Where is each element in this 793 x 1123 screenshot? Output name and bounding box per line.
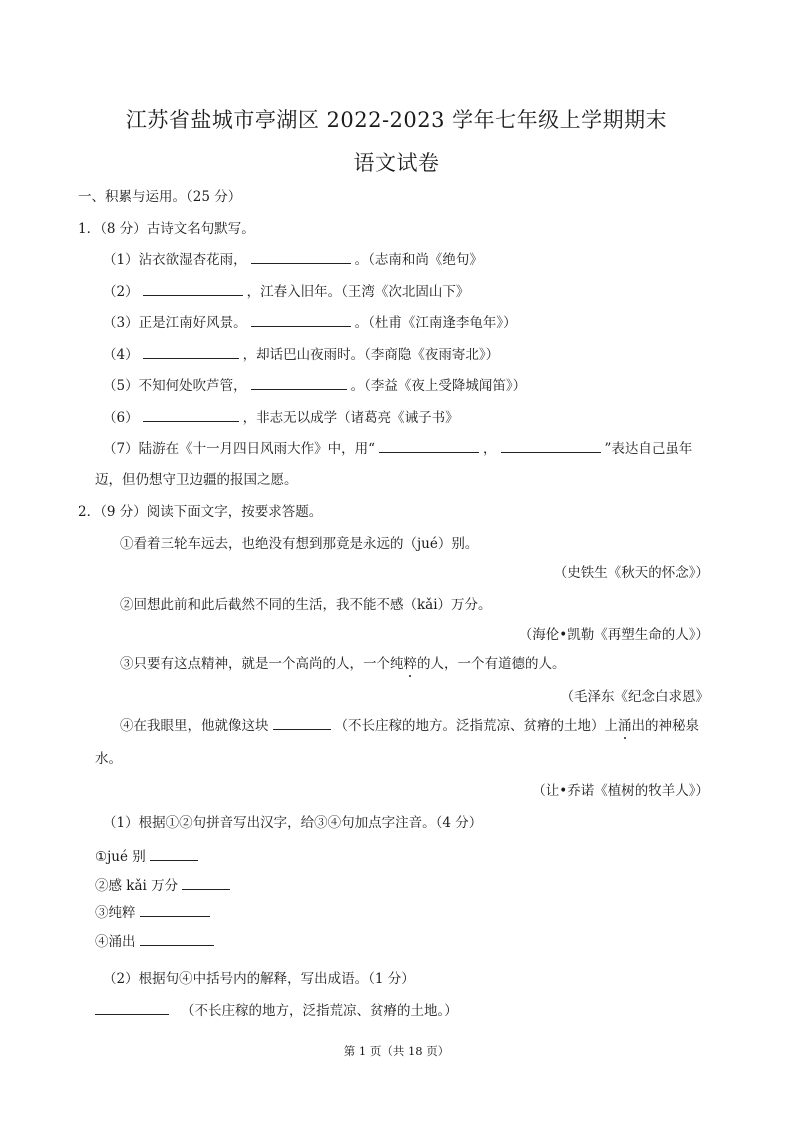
q2-sentence-3: ③只要有这点精神，就是一个高尚的人，一个纯粹的人，一个有道德的人。	[120, 656, 566, 672]
question-2-stem: 2．（9 分）阅读下面文字，按要求答题。	[78, 504, 323, 520]
q2-sentence-1: ①看着三轮车远去，也绝没有想到那竟是永远的（jué）别。	[120, 536, 479, 552]
q2-answer-4: ④涌出	[95, 930, 218, 950]
answer-blank[interactable]	[143, 281, 243, 296]
q1-item-6: （6） ，非志无以成学（诸葛亮《诫子书》	[103, 406, 459, 426]
page-title: 江苏省盐城市亭湖区 2022-2023 学年七年级上学期期末	[125, 108, 668, 132]
q1-item-2: （2） ，江春入旧年。（王湾《次北固山下》	[103, 280, 469, 300]
answer-blank[interactable]	[251, 375, 347, 390]
answer-blank[interactable]	[140, 902, 210, 917]
answer-blank[interactable]	[95, 1000, 169, 1015]
q2-sub-question-1: （1）根据①②句拼音写出汉字，给③④句加点字注音。（4 分）	[103, 815, 483, 831]
answer-blank[interactable]	[182, 875, 230, 890]
q2-answer-1: ①jué 别	[95, 845, 202, 865]
answer-blank[interactable]	[273, 715, 331, 730]
dotted-char: 涌	[618, 718, 632, 734]
q1-item-7-cont: 迈，但仍想守卫边疆的报国之愿。	[95, 472, 298, 488]
q1-item-4: （4） ，却话巴山夜雨时。（李商隐《夜雨寄北》）	[103, 343, 499, 363]
answer-blank[interactable]	[501, 438, 601, 453]
page-subtitle: 语文试卷	[353, 151, 440, 175]
q2-answer-2: ②感 kǎi 万分	[95, 874, 234, 894]
answer-blank[interactable]	[150, 846, 198, 861]
answer-blank[interactable]	[140, 931, 214, 946]
q2-sentence-4: ④在我眼里，他就像这块 （不长庄稼的地方。泛指荒凉、贫瘠的土地）上涌出的神秘泉	[120, 714, 699, 734]
answer-blank[interactable]	[143, 407, 239, 422]
q2-source-2: （海伦•凯勒《再塑生命的人》）	[518, 627, 709, 643]
q1-item-7: （7）陆游在《十一月四日风雨大作》中，用“ ， ”表达自己虽年	[103, 437, 692, 457]
q2-sentence-4-cont: 水。	[95, 751, 122, 767]
section-heading: 一、积累与运用。（25 分）	[78, 189, 242, 205]
q2-sub-question-2: （2）根据句④中括号内的解释，写出成语。（1 分）	[103, 971, 415, 987]
q1-item-1: （1）沾衣欲湿杏花雨， 。（志南和尚《绝句》	[103, 248, 483, 268]
dotted-char: 粹	[403, 656, 417, 672]
q2-answer-3: ③纯粹	[95, 901, 214, 921]
q2-source-1: （史铁生《秋天的怀念》）	[553, 565, 709, 581]
answer-blank[interactable]	[379, 438, 479, 453]
question-1-stem: 1．（8 分）古诗文名句默写。	[78, 221, 255, 237]
answer-blank[interactable]	[143, 344, 239, 359]
page-number: 第 1 页（共 18 页）	[343, 1044, 450, 1058]
q2-sentence-2: ②回想此前和此后截然不同的生活，我不能不感（kǎi）万分。	[120, 597, 492, 613]
answer-blank[interactable]	[251, 249, 351, 264]
q1-item-5: （5）不知何处吹芦管， 。（李益《夜上受降城闻笛》）	[103, 374, 526, 394]
q1-item-3: （3）正是江南好风景。 。（杜甫《江南逢李龟年》）	[103, 311, 517, 331]
answer-blank[interactable]	[251, 312, 351, 327]
q2-source-4: （让•乔诺《植树的牧羊人》）	[532, 783, 709, 799]
q2-sub-question-2-answer: （不长庄稼的地方，泛指荒凉、贫瘠的土地。）	[95, 999, 458, 1019]
q2-source-3: （毛泽东《纪念白求恩》	[560, 689, 709, 705]
